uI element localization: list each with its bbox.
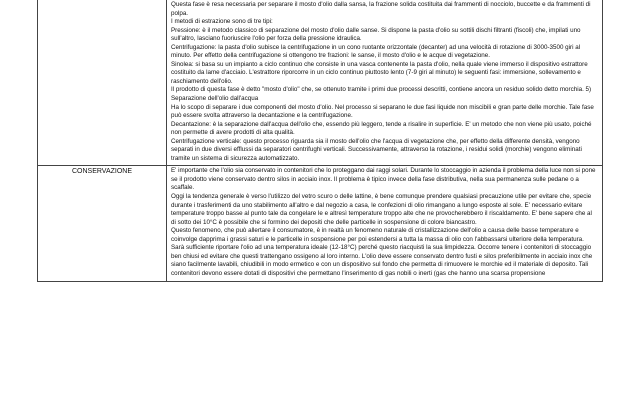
paragraph: Questa fase è resa necessaria per separare il mosto d'olio dalla sansa, la frazione solida costituita dai frammenti di nocciolo, buccette e da frammenti di polpa. — [171, 1, 591, 17]
paragraph: Sinolea: si basa su un impianto a ciclo continuo che consiste in una vasca contenente la pasta d'olio, nella quale viene immerso il dispositivo estrattore costituito da lame d'acciaio. L'estrattore riporcorre in un ciclo continuo piuttosto lento (7-9 giri al minuto) le seguenti fasi: immersione, sollevamento e raschiamento dell'olio. — [171, 60, 588, 85]
row-content — [167, 166, 603, 281]
table-row-conservazione — [38, 166, 603, 281]
paragraph: Oggi la tendenza generale è verso l'utilizzo del vetro scuro o delle lattine, è bene comunque prendere qualsiasi precauzione utile per evitare che, specie durante i trasferimenti da uno stabilimento all'altro e dal negozio a casa, le confezioni di olio rimangano a lungo esposte al sole. E' necessario evitare temperature troppo basse al punto tale da congelare le e altresì temperature troppo alte che ne provocherebbero il riscaldamento. E' bene sapere che al di sotto dei 10°C è possibile che si formino dei depositi che delle particelle in sospensione di colore biancastro. — [171, 193, 592, 226]
process-table — [37, 0, 603, 282]
paragraph: Questo fenomeno, che può allertare il consumatore, è in realtà un fenomeno naturale di cristallizzazione dell'olio a causa delle basse temperature e coinvolge dapprima i grassi saturi e le particelle in sospensione per poi estendersi a tutta la massa di olio con l'abbassarsi ulteriore della temperatura. Sarà sufficiente riportare l'olio ad una temperatura ideale (12-18°C) perché questo riacquisti la sua limpidezza. Occorre tenere i contenitori di stoccaggio ben chiusi ed evitare che questi trattengano ossigeno al loro interno. L'olio deve essere conservato dentro fusti e silos preferibilmente in acciaio inox che siano facilmente lavabili, chiudibili in modo ermetico e con un dispositivo sul fondo che permetta di rimuovere le morchie ed il materiale di deposito. Tali contenitori devono essere dotati di dispositivi che permettano l'inserimento di gas nobili o inerti (gas che hanno una scarsa propensione — [171, 227, 593, 277]
table-row-estrazione — [38, 0, 603, 166]
row-content — [167, 0, 603, 166]
row-label: CONSERVAZIONE — [38, 166, 167, 281]
paragraph: Pressione: è il metodo classico di separazione del mosto d'olio dalle sanse. Si dispone la pasta d'olio su sottili dischi filtranti (fiscoli) che, impilati uno sull'altro, lasciano fuoriuscire l'olio per forza della pressione idraulica. — [171, 26, 581, 43]
paragraph: Decantazione: è la separazione dall'acqua dell'olio che, essendo più leggero, tende a risalire in superficie. E' un metodo che non viene più usato, poiché non permette di avere prodotti di alta qualità. — [171, 120, 592, 137]
row-label — [38, 0, 167, 166]
paragraph: Ha lo scopo di separare i due componenti del mosto d'olio. Nel processo si separano le due fasi liquide non miscibili e gran parte delle morchie. Tale fase può essere svolta attraverso la decantazione e la centrifugazione. — [171, 103, 594, 120]
paragraph: Centrifugazione verticale: questo processo riguarda sia il mosto dell'olio che l'acqua di vegetazione che, per effetto della differente densità, vengono separati in due diversi efflussi da separatori centrifughi verticali. Successivamente, attraverso la rotazione, i residui solidi (morchie) vengono eliminati tramite un sistema di sicurezza automatizzato. — [171, 137, 582, 162]
document-page — [37, 0, 603, 418]
paragraph: Il prodotto di questa fase è detto "mosto d'olio" che, se ottenuto tramite i primi due processi descritti, contiene ancora un residuo solido detto morchia. 5) Separazione dell'olio dall'acqua — [171, 86, 592, 103]
paragraph: Centrifugazione: la pasta d'olio subisce la centrifugazione in un cono ruotante orizzontale (decanter) ad una velocità di rotazione di 3000-3500 giri al minuto. Per effetto della centrifugazione si ottengono tre frazioni: le sanse, il mosto d'olio e le acque di vegetazione. — [171, 43, 581, 60]
paragraph: I metodi di estrazione sono di tre tipi: — [171, 18, 273, 26]
paragraph: E' importante che l'olio sia conservato in contenitori che lo proteggano dai raggi solari. Durante lo stoccaggio in azienda il problema della luce non si pone se il prodotto viene conservato dentro silos in acciaio inox. Il problema è tipico invece della fase distributiva, nella sua permanenza sulle pedane o a scaffale. — [171, 167, 596, 192]
